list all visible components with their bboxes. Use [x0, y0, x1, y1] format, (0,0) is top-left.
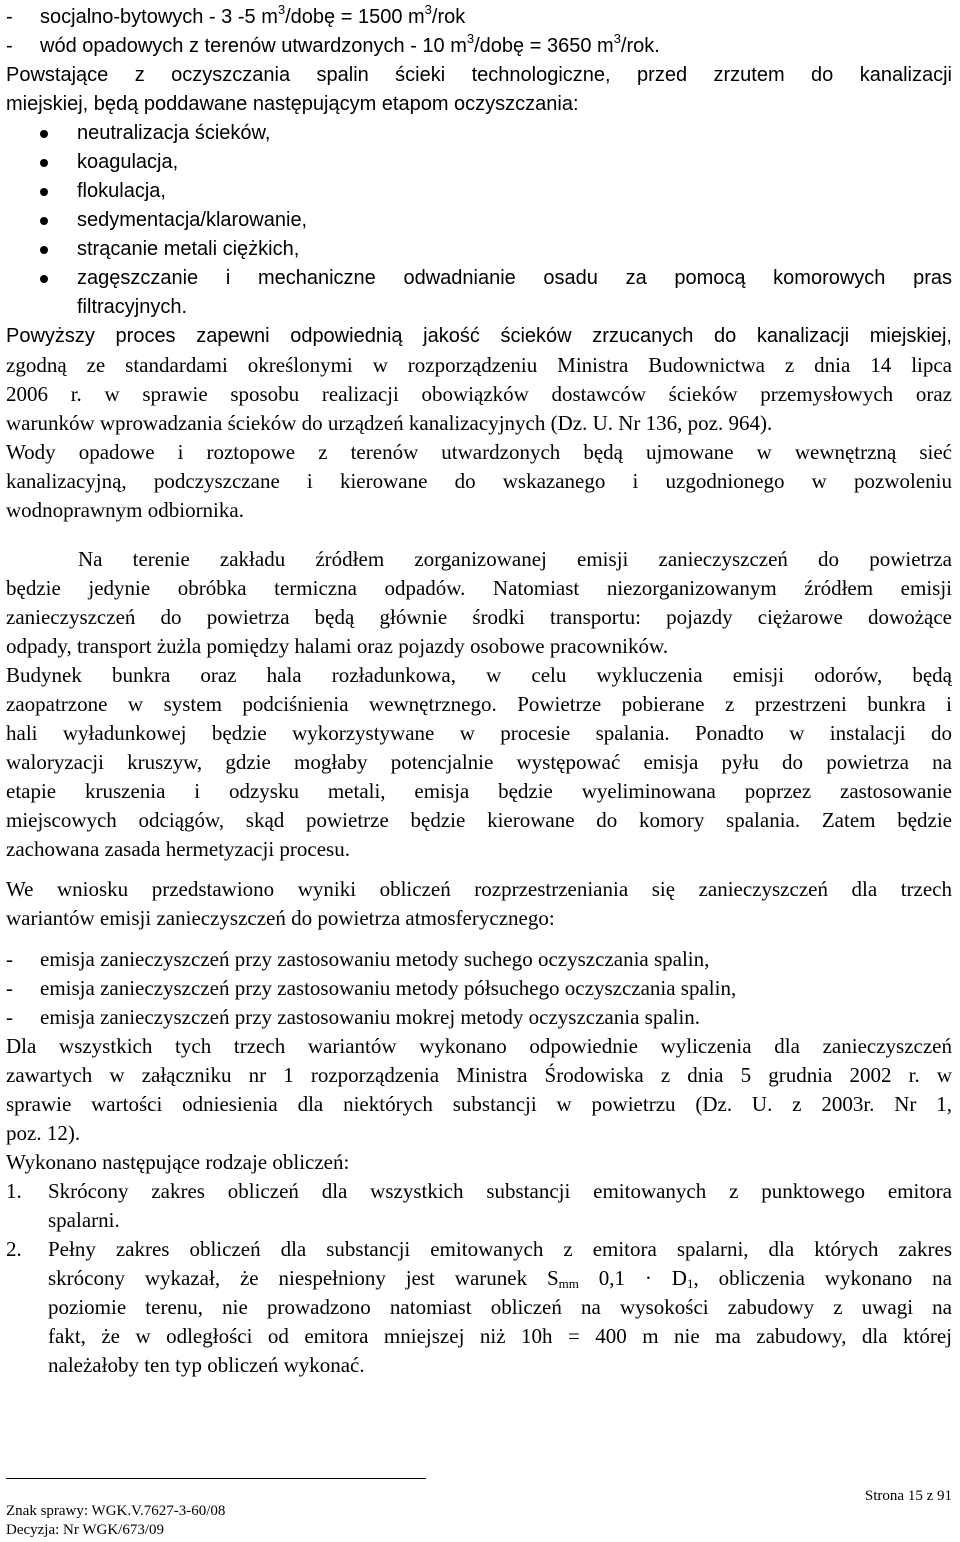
bullet-continuation: filtracyjnych.	[77, 296, 188, 318]
bullet-dot-icon	[40, 217, 48, 225]
paragraph-line: miejscowych odciągów, skąd powietrze będzie kierowane do komory spalania. Zatem będzie	[6, 808, 952, 832]
top-list-item: - wód opadowych z terenów utwardzonych - 10 $m^3$/dobę = 3650 $m^3$/rok.	[6, 31, 660, 57]
bullet-item: zagęszczanie i mechaniczne odwadnianie osadu za pomocą komorowych pras	[0, 265, 960, 291]
paragraph-line: zgodną ze standardami określonymi w rozporządzeniu Ministra Budownictwa z dnia 14 lipca	[6, 353, 952, 377]
paragraph-line: etapie kruszenia i odzysku metali, emisja będzie wyeliminowana poprzez zastosowanie	[6, 779, 952, 803]
paragraph-line: kanalizacyjną, podczyszczane i kierowane do wskazanego i uzgodnionego w pozwoleniu	[6, 469, 952, 493]
paragraph-line: odpady, transport żużla pomiędzy halami oraz pojazdy osobowe pracowników.	[6, 634, 669, 658]
numbered-item-number: 2.	[6, 1237, 22, 1261]
footer-divider	[6, 1478, 426, 1479]
numbered-item-line: Skrócony zakres obliczeń dla wszystkich substancji emitowanych z punktowego emitora	[48, 1179, 952, 1203]
numbered-item-line: poziomie terenu, nie prowadzono natomiast obliczeń na wysokości zabudowy z uwagi na	[48, 1295, 952, 1319]
case-reference: Znak sprawy: WGK.V.7627-3-60/08	[6, 1503, 226, 1519]
paragraph-line: Dla wszystkich tych trzech wariantów wykonano odpowiednie wyliczenia dla zanieczyszczeń	[6, 1034, 952, 1058]
paragraph-line: 2006 r. w sprawie sposobu realizacji obowiązków dostawców ścieków przemysłowych oraz	[6, 382, 952, 406]
bullet-dot-icon	[40, 159, 48, 167]
paragraph-line: hali wyładunkowej będzie wykorzystywane w procesie spalania. Ponadto w instalacji do	[6, 721, 952, 745]
paragraph-line: zanieczyszczeń do powietrza będą głównie środki transportu: pojazdy ciężarowe dowożące	[6, 605, 952, 629]
paragraph-line: wariantów emisji zanieczyszczeń do powietrza atmosferycznego:	[6, 906, 555, 930]
bullet-dot-icon	[40, 246, 48, 254]
top-list-item: - socjalno-bytowych - 3 -5 $m^3$/dobę = 1500 $m^3$/rok	[6, 2, 466, 28]
bullet-item: sedymentacja/klarowanie,	[0, 207, 960, 233]
paragraph-line: Na terenie zakładu źródłem zorganizowanej emisji zanieczyszczeń do powietrza	[78, 547, 952, 571]
bullet-item: neutralizacja ścieków,	[0, 120, 960, 146]
paragraph-line: zawartych w załączniku nr 1 rozporządzenia Ministra Środowiska z dnia 5 grudnia 2002 r. w	[6, 1063, 952, 1087]
paragraph-line: wodnoprawnym odbiornika.	[6, 498, 244, 522]
dash-list-item: - emisja zanieczyszczeń przy zastosowaniu metody półsuchego oczyszczania spalin,	[6, 976, 737, 1000]
paragraph-line: Wykonano następujące rodzaje obliczeń:	[6, 1150, 350, 1174]
dash-list-item: - emisja zanieczyszczeń przy zastosowaniu mokrej metody oczyszczania spalin.	[6, 1005, 701, 1029]
numbered-item-line: należałoby ten typ obliczeń wykonać.	[48, 1353, 365, 1377]
paragraph-line: zachowana zasada hermetyzacji procesu.	[6, 837, 350, 861]
numbered-item-line: Pełny zakres obliczeń dla substancji emitowanych z emitora spalarni, dla których zakres	[48, 1237, 952, 1261]
decision-number: Decyzja: Nr WGK/673/09	[6, 1522, 165, 1538]
paragraph-line: sprawie wartości odniesienia dla niektórych substancji w powietrzu (Dz. U. z 2003r. Nr 1,	[6, 1092, 952, 1116]
paragraph-line: waloryzacji kruszyw, gdzie mogłaby potencjalnie występować emisja pyłu do powietrza na	[6, 750, 952, 774]
paragraph-line: We wniosku przedstawiono wyniki obliczeń rozprzestrzeniania się zanieczyszczeń dla trzech	[6, 877, 952, 901]
paragraph-line: warunków wprowadzania ścieków do urządzeń kanalizacyjnych (Dz. U. Nr 136, poz. 964).	[6, 411, 773, 435]
paragraph-line: poz. 12).	[6, 1121, 81, 1145]
numbered-item-number: 1.	[6, 1179, 22, 1203]
paragraph-line: Budynek bunkra oraz hala rozładunkowa, w celu wykluczenia emisji odorów, będą	[6, 663, 952, 687]
dash-list-item: - emisja zanieczyszczeń przy zastosowaniu metody suchego oczyszczania spalin,	[6, 947, 710, 971]
bullet-item: flokulacja,	[0, 178, 960, 204]
bullet-item: strącanie metali ciężkich,	[0, 236, 960, 262]
numbered-item-line: fakt, że w odległości od emitora mniejszej niż 10h = 400 m nie ma zabudowy, dla której	[48, 1324, 952, 1348]
paragraph-line: Wody opadowe i roztopowe z terenów utwardzonych będą ujmowane w wewnętrzną sieć	[6, 440, 952, 464]
paragraph-line: Powstające z oczyszczania spalin ścieki technologiczne, przed zrzutem do kanalizacji	[6, 64, 952, 86]
bullet-dot-icon	[40, 188, 48, 196]
bullet-dot-icon	[40, 130, 48, 138]
paragraph-line: zaopatrzone w system podciśnienia wewnętrznego. Powietrze pobierane z przestrzeni bunkra i	[6, 692, 952, 716]
bullet-dot-icon	[40, 275, 48, 283]
bullet-item: koagulacja,	[0, 149, 960, 175]
paragraph-line: będzie jedynie obróbka termiczna odpadów. Natomiast niezorganizowanym źródłem emisji	[6, 576, 952, 600]
paragraph-line: Powyższy proces zapewni odpowiednią jakość ścieków zrzucanych do kanalizacji miejskiej,	[6, 325, 952, 347]
numbered-item-line: spalarni.	[48, 1208, 120, 1232]
numbered-item-line: skrócony wykazał, że niespełniony jest warunek $S_{mm}$ $0,1 \cdot D_1$, obliczenia wykonano na	[48, 1266, 952, 1291]
paragraph-line: miejskiej, będą poddawane następującym etapom oczyszczania:	[6, 93, 579, 115]
page-number: Strona 15 z 91	[864, 1488, 952, 1504]
